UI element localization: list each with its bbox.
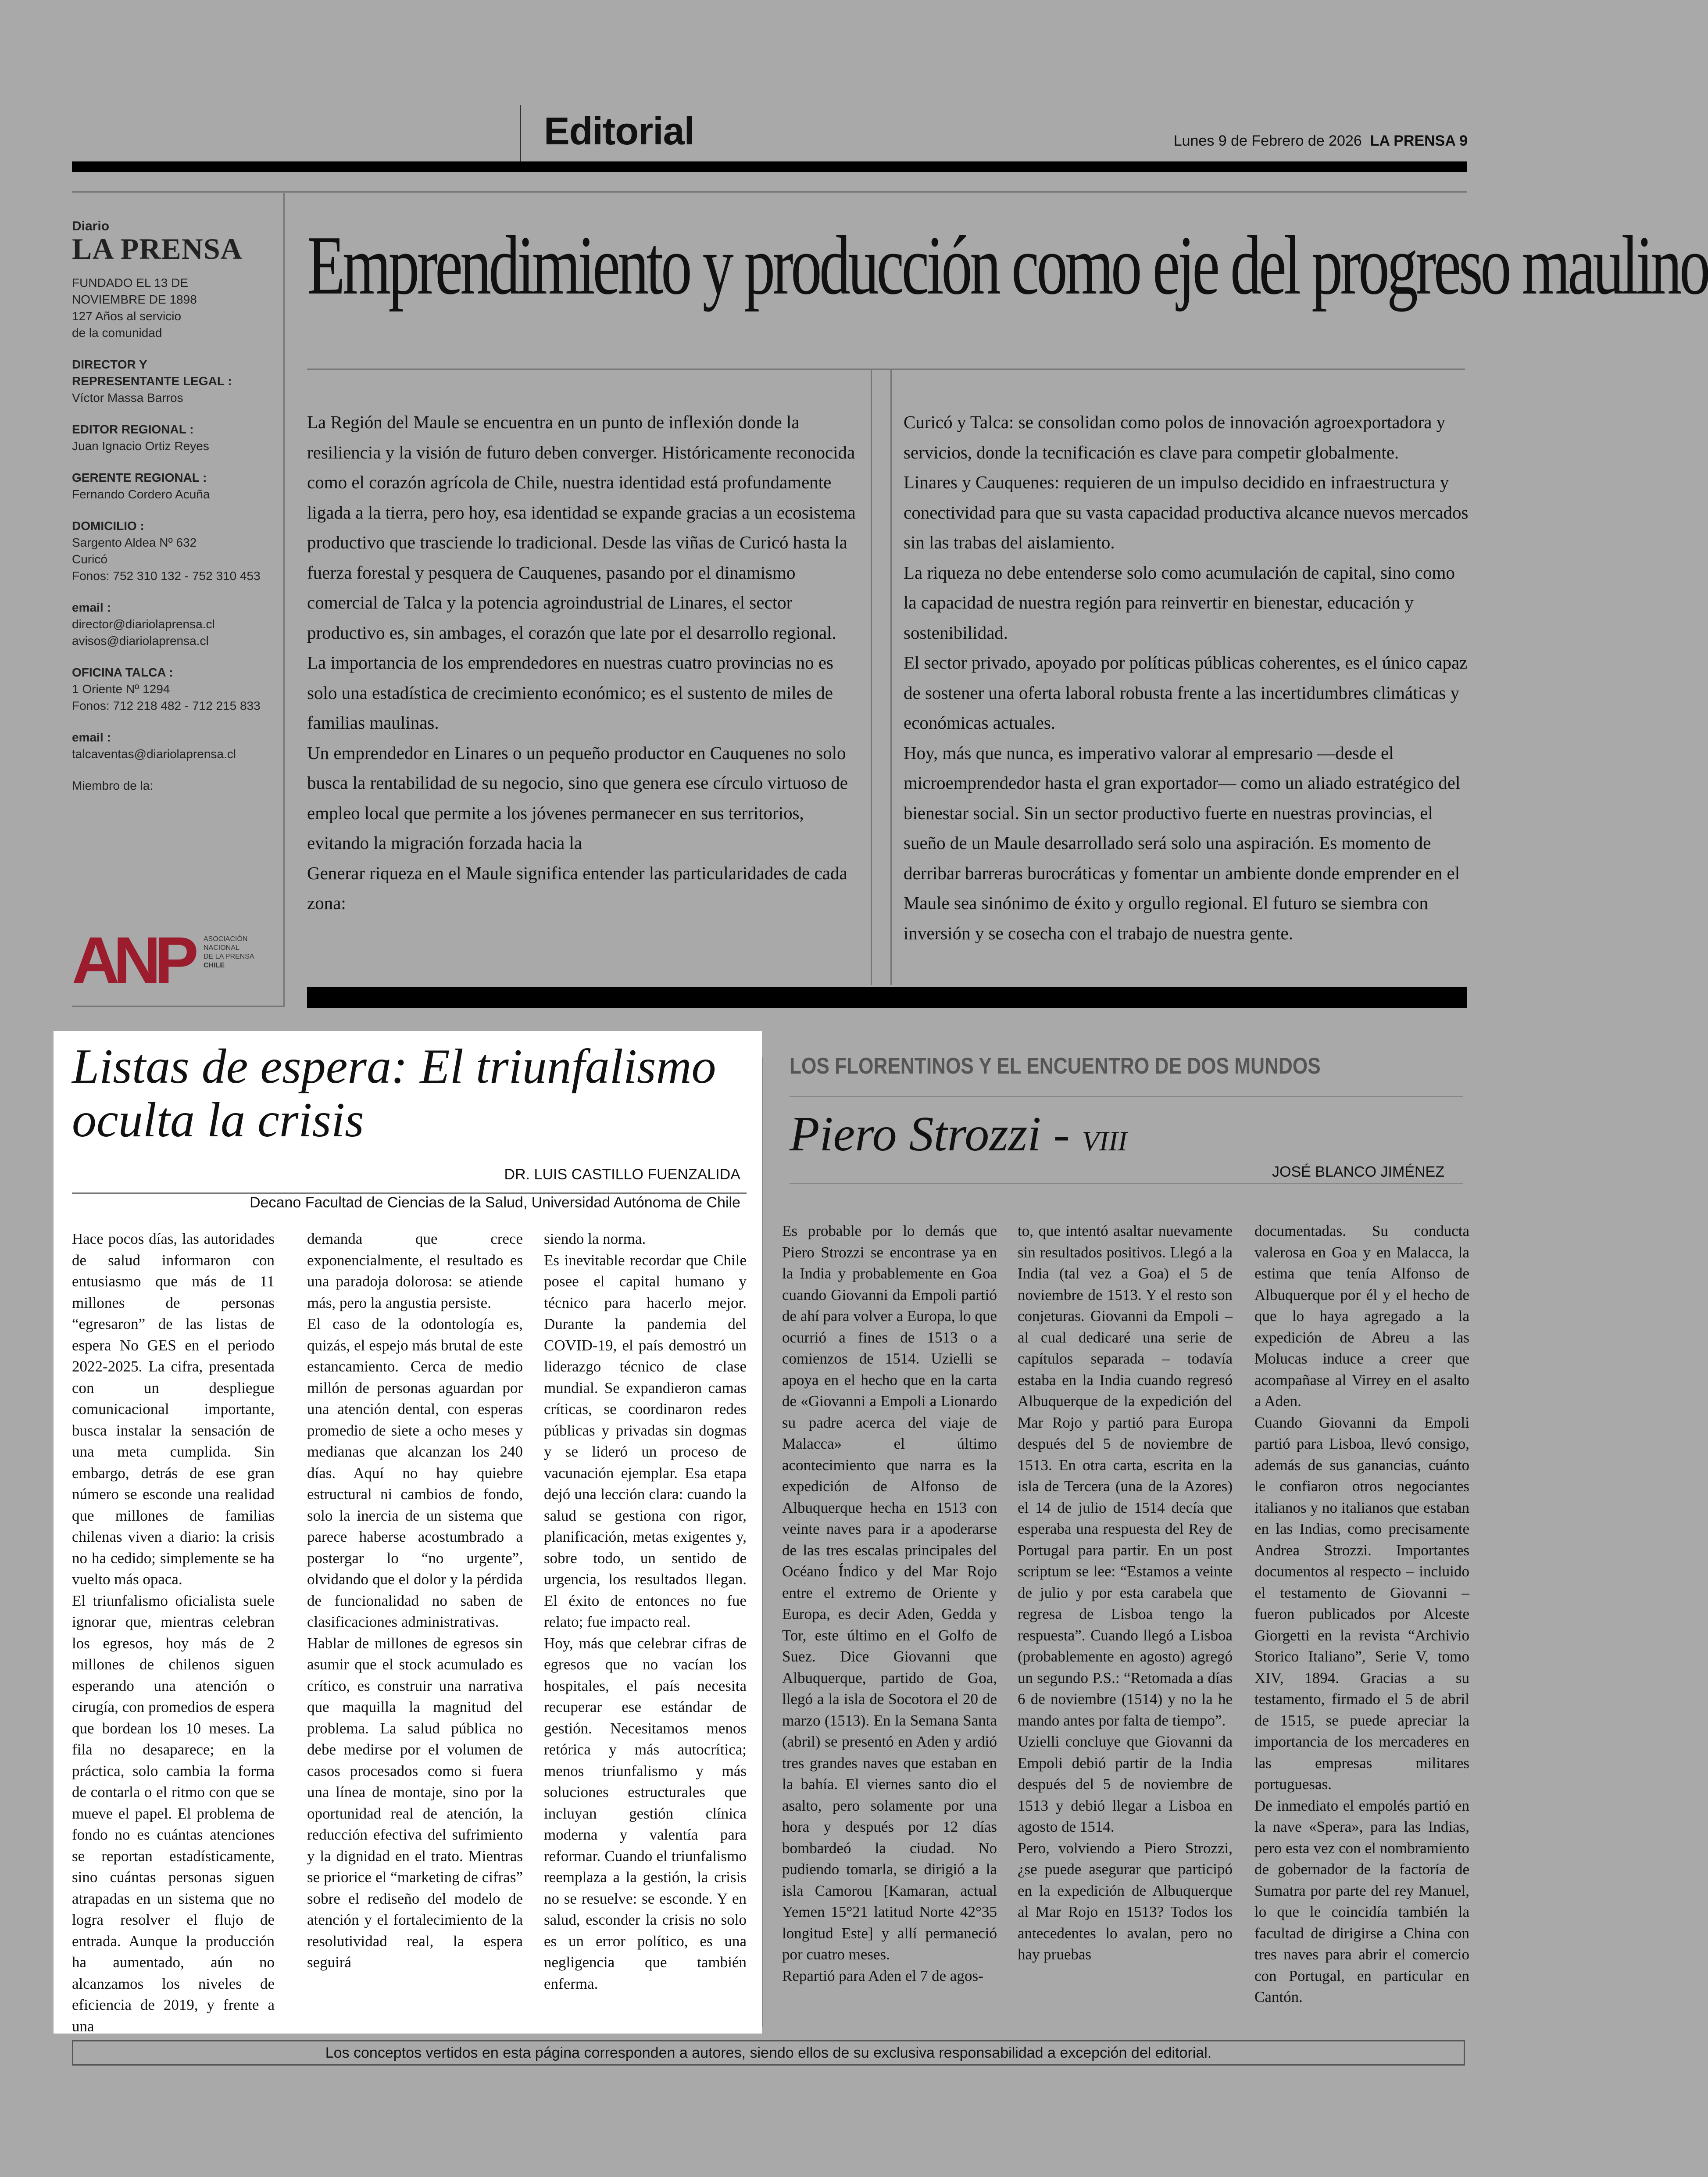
editorial-body-right — [904, 407, 1469, 948]
florentinos-title-numeral: VIII — [1082, 1125, 1127, 1157]
header-rule-thin — [72, 191, 1467, 193]
opinion-title: Listas de espera: El triunfalismo oculta la crisis — [72, 1039, 716, 1147]
talca-phones: Fonos: 712 218 482 - 712 215 833 — [72, 699, 261, 713]
editorial-right-text: Curicó y Talca: se consolidan como polos de innovación agroexportadora y servicios, donde la tecnificación es clave para competir globalmente. Linares y Cauquenes: requieren de un impulso decidido en infraestructura y conectividad para que su vasta capacidad productiva alcance nuevos mercados sin las trabas del aislamiento. La riqueza no debe entenderse solo como acumulación de capital, sino como la capacidad de nuestra región para reinvertir en bienestar, educación y sostenibilidad. El sector privado, apoyado por políticas públicas coherentes, es el único capaz de sostener una oferta laboral robusta frente a las incertidumbres climáticas y económicas actuales. Hoy, más que nunca, es imperativo valorar al empresario —desde el microemprendedor hasta el gran exportador— como un aliado estratégico del bienestar social. Sin un sector productivo fuerte en nuestras provincias, el sueño de un Maule desarrollado será solo una aspiración. Es momento de derribar barreras burocráticas y fomentar un ambiente donde emprender en el Maule sea sinónimo de éxito y orgullo regional. El futuro se siembra con inversión y se cosecha con el trabajo de nuestra gente. — [904, 412, 1469, 943]
header-rule-thick — [72, 161, 1467, 172]
section-title: Editorial — [544, 109, 695, 153]
masthead-name: LA PRENSA — [72, 232, 243, 265]
talca-address: 1 Oriente Nº 1294 — [72, 682, 170, 696]
email-talca[interactable]: talcaventas@diariolaprensa.cl — [72, 747, 236, 761]
manager-label: GERENTE REGIONAL : — [72, 471, 207, 484]
email-director[interactable]: director@diariolaprensa.cl — [72, 617, 215, 631]
florentinos-kicker: LOS FLORENTINOS Y EL ENCUENTRO DE DOS MUNDOS — [790, 1053, 1321, 1079]
founded-line-3: 127 Años al servicio — [72, 309, 182, 323]
editorial-body-left — [307, 407, 864, 918]
address-line-2: Curicó — [72, 552, 107, 566]
anp-logo-sub-3: DE LA PRENSA — [204, 953, 254, 960]
header-date: Lunes 9 de Febrero de 2026 — [1173, 132, 1362, 149]
founded-line-1: FUNDADO EL 13 DE — [72, 276, 189, 290]
anp-logo-sub-2: NACIONAL — [204, 944, 239, 952]
editor-label: EDITOR REGIONAL : — [72, 423, 194, 436]
florentinos-title-text: Piero Strozzi - — [790, 1107, 1070, 1161]
editorial-column-divider — [890, 369, 892, 985]
talca-label: OFICINA TALCA : — [72, 666, 173, 679]
director-name: Víctor Massa Barros — [72, 391, 183, 405]
editorial-column-divider — [871, 369, 872, 985]
masthead — [72, 219, 274, 794]
address-label: DOMICILIO : — [72, 519, 144, 533]
opinion-column-1: Hace pocos días, las autoridades de salud informaron con entusiasmo que más de 11 millones de personas “egresaron” de las listas de espera No GES en el periodo 2022-2025. La cifra, presentada con un despliegue comunicacional importante, busca instalar la sensación de una meta cumplida. Sin embargo, detrás de ese gran número se esconde una realidad que millones de familias chilenas viven a diario: la crisis no ha cedido; simplemente se ha vuelto más opaca. El triunfalismo oficialista suele ignorar que, mientras celebran los egresos, hoy más de 2 millones de chilenos siguen esperando una atención o cirugía, con promedios de espera que bordean los 10 meses. La fila no desaparece; en la práctica, solo cambia la forma de contarla o el ritmo con que se mueve el papel. El problema de fondo no es cuántas atenciones se reportan estadísticamente, sino cuántas personas siguen atrapadas en un sistema que no logra resolver el flujo de entrada. Aunque la producción ha aumentado, aún no alcanzamos los niveles de eficiencia de 2019, y frente a una — [72, 1230, 275, 2035]
masthead-diario: Diario — [72, 219, 110, 233]
florentinos-column-3: documentadas. Su conducta valerosa en Goa y en Malacca, la estima que tenía Alfonso de Albuquerque por él y el hecho de que lo haya agregado a la expedición de Abreu a las Molucas induce a creer que acompañase al Virrey en el asalto a Aden. Cuando Giovanni da Empoli partió para Lisboa, llevó consigo, además de sus ganancias, cuánto le confiaron otros negociantes italianos y no italianos que estaban en las Indias, como precisamente Andrea Strozzi. Importantes documentos al respecto – incluido el testamento de Giovanni – fueron publicados por Alceste Giorgetti en la revista “Archivio Storico Italiano”, Serie V, tomo XIV, 1894. Gracias a su testamento, firmado el 5 de abril de 1515, se puede apreciar la importancia de los mercaderes en las empresas militares portuguesas. De inmediato el empolés partió en la nave «Spera», para las Indias, pero esta vez con el nombramiento de gobernador de la factoría de Sumatra por parte del rey Manuel, lo que le coincidía también la facultad de dirigirse a China con tres naves para abrir el comercio con Portugal, en particular en Cantón. — [1254, 1222, 1469, 2005]
manager-name: Fernando Cordero Acuña — [72, 487, 210, 501]
address-line-1: Sargento Aldea Nº 632 — [72, 536, 197, 549]
florentinos-author: JOSÉ BLANCO JIMÉNEZ — [1272, 1164, 1444, 1180]
header-divider — [520, 105, 521, 162]
email2-label: email : — [72, 730, 111, 744]
masthead-divider — [283, 193, 285, 1007]
anp-logo-sub-4: CHILE — [204, 962, 225, 969]
footer-disclaimer: Los conceptos vertidos en esta página corresponden a autores, siendo ellos de su exclusiva responsabilidad a excepción del editorial. — [325, 2045, 1212, 2061]
opinion-affiliation: Decano Facultad de Ciencias de la Salud, Universidad Autónoma de Chile — [250, 1194, 740, 1211]
director-label-2: REPRESENTANTE LEGAL : — [72, 374, 232, 388]
opinion-rule — [72, 1192, 747, 1194]
florentinos-divider — [762, 1057, 763, 2027]
florentinos-rule — [790, 1096, 1463, 1097]
editor-name: Juan Ignacio Ortiz Reyes — [72, 439, 209, 453]
anp-logo — [72, 923, 265, 997]
opinion-author: DR. LUIS CASTILLO FUENZALIDA — [504, 1166, 740, 1183]
email-label: email : — [72, 601, 111, 614]
florentinos-column-1: Es probable por lo demás que Piero Strozzi se encontrase ya en la India y probablemente en Goa cuando Giovanni da Empoli partió de ahí para volver a Europa, lo que ocurrió a fines de 1513 o a comienzos de 1514. Uzielli se apoya en el hecho que en la carta de «Giovanni a Empoli a Lionardo su padre acerca del viaje de Malacca» el último acontecimiento que narra es la expedición de Alfonso de Albuquerque hecha en 1513 con veinte naves para ir a apoderarse de las tres escalas principales del Océano Índico y del Mar Rojo entre el extremo de Oriente y Europa, es decir Aden, Gedda y Tor, este último en el Golfo de Suez. Dice Giovanni que Albuquerque, partido de Goa, llegó a la isla de Socotora el 20 de marzo (1513). En la Semana Santa (abril) se presentó en Aden y ardió tres grandes naves que estaban en la bahía. El viernes santo dio el asalto, pero solamente por una hora y después por 12 días bombardeó la ciudad. No pudiendo tomarla, se dirigió a la isla Camorou [Kamaran, actual Yemen 15°21 latitud Norte 42°35 longitud Este] y allí permaneció por cuatro meses. Repartió para Aden el 7 de agos- — [782, 1222, 997, 1984]
florentinos-rule-2 — [790, 1183, 1463, 1184]
anp-logo-letters: ANP — [72, 923, 193, 997]
florentinos-title — [790, 1106, 1127, 1170]
founded-line-2: NOVIEMBRE DE 1898 — [72, 293, 197, 306]
header-date-line — [1174, 132, 1468, 150]
address-phones: Fonos: 752 310 132 - 752 310 453 — [72, 569, 261, 583]
anp-logo-icon — [72, 923, 265, 997]
opinion-column-3: siendo la norma. Es inevitable recordar que Chile posee el capital humano y técnico para hacerlo mejor. Durante la pandemia del COVID-19, el país demostró un liderazgo técnico de clase mundial. Se expandieron camas críticas, se coordinaron redes públicas y privadas sin dogmas y se lideró un proceso de vacunación ejemplar. Esa etapa dejó una lección clara: cuando la salud se gestiona con rigor, planificación, metas exigentes y, sobre todo, un sentido de urgencia, los resultados llegan. El éxito de entonces no fue relato; fue impacto real. Hoy, más que celebrar cifras de egresos que no vacían los hospitales, el país necesita recuperar ese estándar de gestión. Necesitamos menos retórica y más autocrítica; menos triunfalismo y más soluciones estructurales que incluyan gestión clínica moderna y valentía para reformar. Cuando el triunfalismo reemplaza a la gestión, la crisis no se resuelve: se esconde. Y en salud, esconder la crisis no solo es un error político, es una negligencia que también enferma. — [544, 1230, 747, 1992]
anp-logo-sub-1: ASOCIACIÓN — [204, 935, 248, 943]
member-label: Miembro de la: — [72, 779, 154, 792]
founded-line-4: de la comunidad — [72, 326, 162, 340]
editorial-left-text: La Región del Maule se encuentra en un punto de inflexión donde la resiliencia y la visión de futuro deben converger. Históricamente reconocida como el corazón agrícola de Chile, nuestra identidad está profundamente ligada a la tierra, pero hoy, esa identidad se expande gracias a un ecosistema productivo que trasciende lo tradicional. Desde las viñas de Curicó hasta la fuerza forestal y pesquera de Cauquenes, pasando por el dinamismo comercial de Talca y la potencia agroindustrial de Linares, el sector productivo es, sin ambages, el corazón que late por el desarrollo regional. La importancia de los emprendedores en nuestras cuatro provincias no es solo una estadística de crecimiento económico; es el sustento de miles de familias maulinas. Un emprendedor en Linares o un pequeño productor en Cauquenes no solo busca la rentabilidad de su negocio, sino que genera ese círculo virtuoso de empleo local que permite a los jóvenes permanecer en sus territorios, evitando la migración forzada hacia la Generar riqueza en el Maule significa entender las particularidades de cada zona: — [307, 412, 856, 913]
editorial-bottom-bar — [307, 987, 1467, 1008]
email-avisos[interactable]: avisos@diariolaprensa.cl — [72, 634, 209, 648]
florentinos-column-2: to, que intentó asaltar nuevamente sin resultados positivos. Llegó a la India (tal vez a Goa) el 5 de noviembre de 1513. Y el resto son conjeturas. Giovanni da Empoli – al cual dedicaré una serie de capítulos separada – todavía estaba en la India cuando regresó Albuquerque de la expedición del Mar Rojo y partió para Europa después del 5 de noviembre de 1513. En otra carta, escrita en la isla de Tercera (una de la Azores) el 14 de julio de 1514 decía que esperaba una respuesta del Rey de Portugal para partir. En un post scriptum se lee: “Estamos a veinte de julio y por esta carabela que regresa de Lisboa tengo la respuesta”. Cuando llegó a Lisboa (probablemente en agosto) agregó un segundo P.S.: “Retomada a días 6 de noviembre (1514) y no la he mando antes por falta de tiempo”. Uzielli concluye que Giovanni da Empoli debió partir de la India después del 5 de noviembre de 1513 y debió llegar a Lisboa en agosto de 1514. Pero, volviendo a Piero Strozzi, ¿se puede asegurar que participó en la expedición de Albuquerque al Mar Rojo en 1513? Todos los antecedentes lo avalan, pero no hay pruebas — [1018, 1222, 1233, 1963]
opinion-column-2: demanda que crece exponencialmente, el resultado es una paradoja dolorosa: se atiende más, pero la angustia persiste. El caso de la odontología es, quizás, el espejo más brutal de este estancamiento. Cerca de medio millón de personas aguardan por una atención dental, con esperas promedio de siete a ocho meses y medianas que alcanzan los 240 días. Aquí no hay quiebre estructural ni cambios de fondo, solo la inercia de un sistema que parece haberse acostumbrado a postergar lo “no urgente”, olvidando que el dolor y la pérdida de funcionalidad no saben de clasificaciones administrativas. Hablar de millones de egresos sin asumir que el stock acumulado es crítico, es construir una narrativa que maquilla la magnitud del problema. La salud pública no debe medirse por el volumen de casos procesados como si fuera una línea de montaje, sino por la oportunidad real de atención, la reducción efectiva del sufrimiento y la dignidad en el trato. Mientras se priorice el “marketing de cifras” sobre el rediseño del modelo de atención y el fortalecimiento de la resolutividad real, la espera seguirá — [307, 1230, 523, 1971]
header-paper-page: LA PRENSA 9 — [1370, 132, 1468, 149]
editorial-headline: Emprendimiento y producción como eje del progreso maulino — [307, 218, 1708, 312]
director-label-1: DIRECTOR Y — [72, 358, 147, 371]
masthead-bottom-rule — [72, 1006, 284, 1007]
editorial-headline-rule — [307, 369, 1465, 370]
